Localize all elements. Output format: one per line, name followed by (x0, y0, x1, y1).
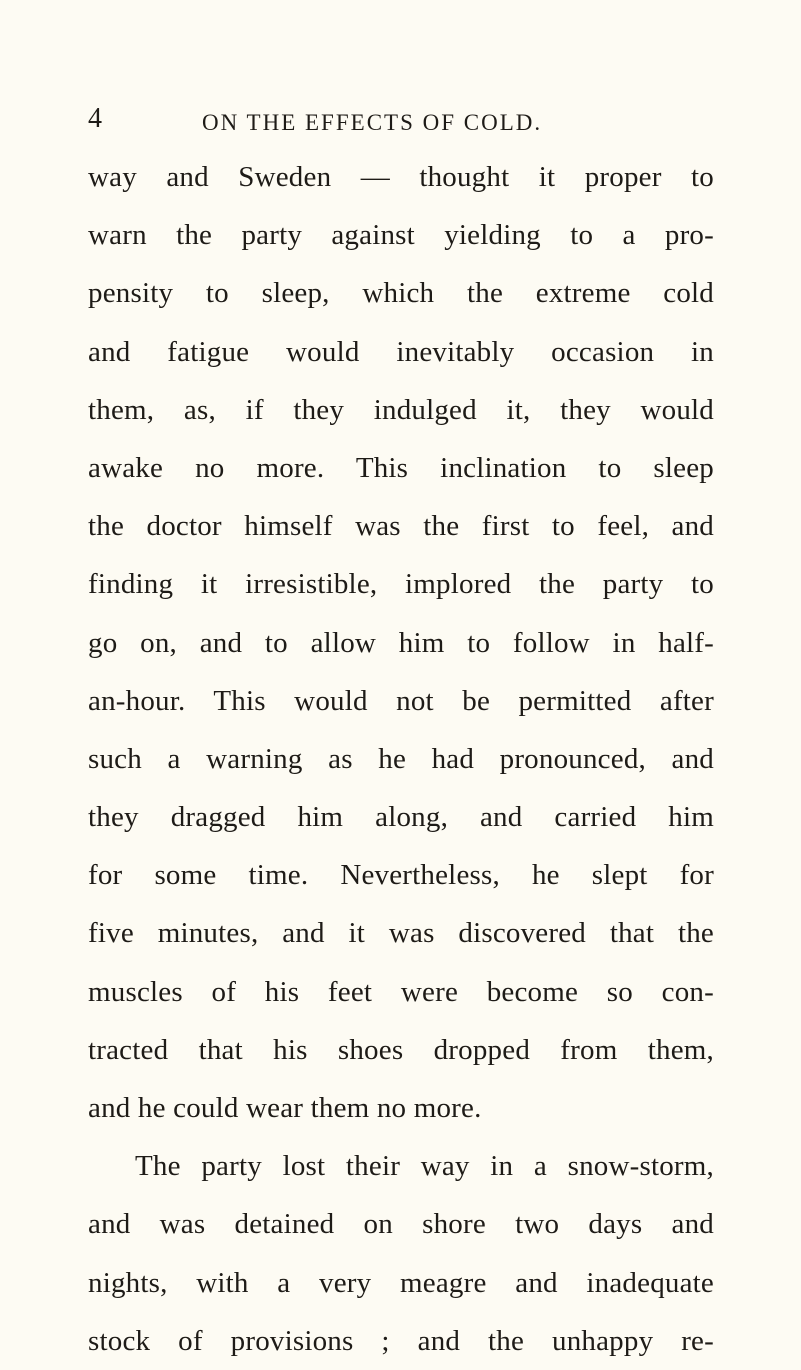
text-line: finding it irresistible, implored the party to (88, 568, 714, 601)
text-line: tracted that his shoes dropped from them, (88, 1033, 714, 1066)
text-line: The party lost their way in a snow-storm, (135, 1150, 714, 1183)
text-line: awake no more. This inclination to sleep (88, 451, 714, 484)
text-line: such a warning as he had pronounced, and (88, 742, 714, 775)
text-line: for some time. Nevertheless, he slept for (88, 859, 714, 892)
text-line: nights, with a very meagre and inadequate (88, 1266, 714, 1299)
running-title: ON THE EFFECTS OF COLD. (202, 110, 543, 135)
text-line: an-hour. This would not be permitted after (88, 684, 714, 717)
text-line: go on, and to allow him to follow in half- (88, 626, 714, 659)
text-line: and he could wear them no more. (88, 1092, 482, 1124)
text-line: pensity to sleep, which the extreme cold (88, 277, 714, 310)
text-line: muscles of his feet were become so con- (88, 975, 714, 1008)
text-line: them, as, if they indulged it, they would (88, 393, 714, 426)
body-text (88, 148, 714, 1370)
text-line: and was detained on shore two days and (88, 1208, 714, 1241)
text-line: five minutes, and it was discovered that the (88, 917, 714, 950)
page-number: 4 (88, 103, 102, 134)
text-line: stock of provisions ; and the unhappy re- (88, 1324, 714, 1357)
text-line: warn the party against yielding to a pro- (88, 219, 714, 252)
text-line: and fatigue would inevitably occasion in (88, 335, 714, 368)
text-line: the doctor himself was the first to feel, and (88, 510, 714, 543)
text-line: way and Sweden — thought it proper to (88, 161, 714, 193)
text-line: they dragged him along, and carried him (88, 801, 714, 834)
